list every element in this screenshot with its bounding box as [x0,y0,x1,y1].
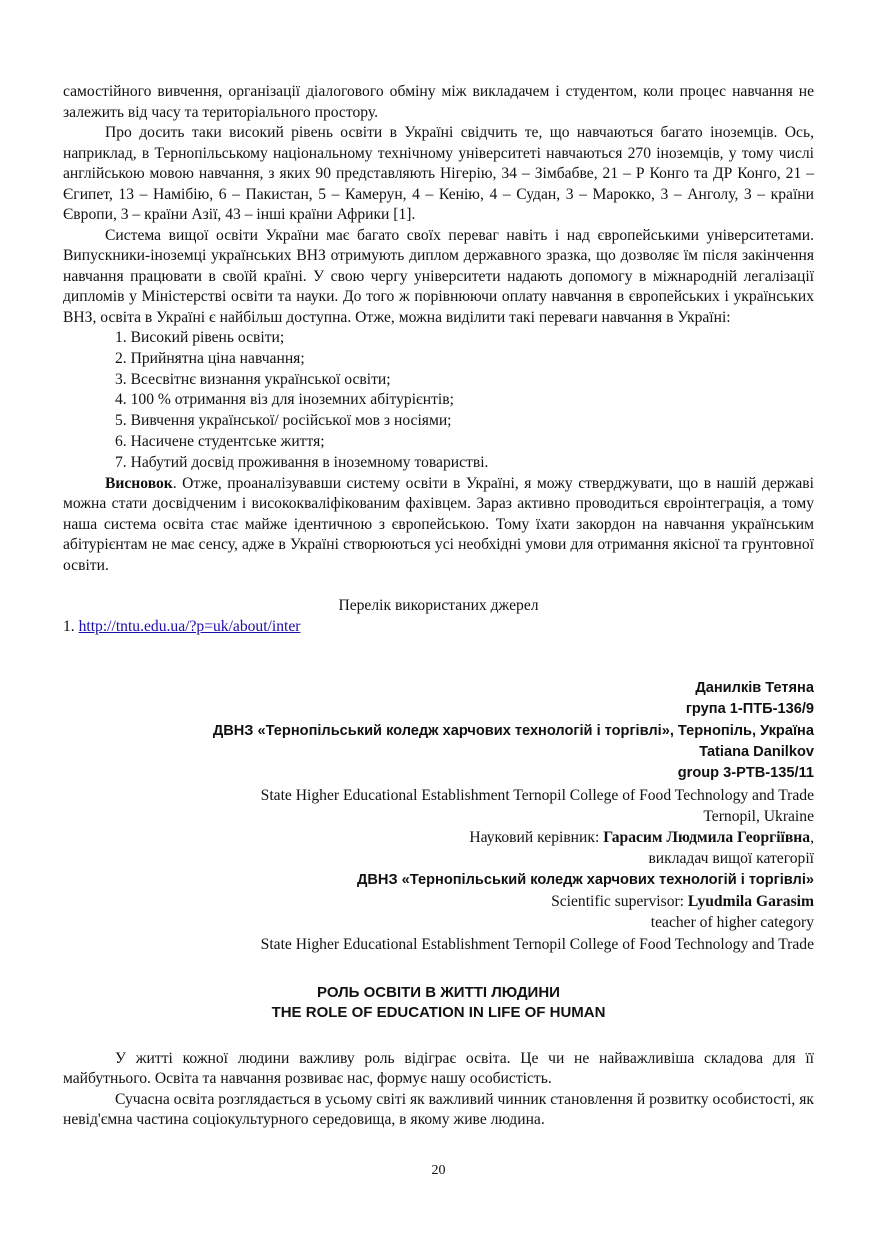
references-title: Перелік використаних джерел [338,597,539,615]
list-item: 7. Набутий досвід проживання в іноземному товаристві. [115,453,489,471]
paragraph-foreign-students: Про досить таки високий рівень освіти в Україні свідчить те, що навчаються багато іноземців. Ось, наприклад, в Тернопільському національному технічному університеті навчаються 270 іноземців, у тому числі англійською мовою навчання, з яких 90 представляють Нігерію, 34 – Зімбабве, 21 – Р Конго та ДР Конго, 21 – Єгипет, 13 – Намібію, 6 – Пакистан, 5 – Камерун, 4 – Кенію, 4 – Судан, 3 – Марокко, 3 – Анголу, 3 – країни Європи, 3 – країни Азії, 43 – інші країни Африки [1]. [63,124,814,223]
supervisor-name-ua: Гарасим Людмила Георгіївна [603,829,811,847]
list-item: 4. 100 % отримання віз для іноземних абітурієнтів; [115,391,454,409]
paragraph-continuation: самостійного вивчення, організації діалогового обміну між викладачем і студентом, коли процес навчання не залежить від часу та територіального простору. [63,83,814,121]
list-item: 3. Всесвітнє визнання української освіти; [115,370,391,388]
supervisor-comma: , [810,829,814,847]
supervisor-en [63,891,814,912]
article-body [63,1049,814,1131]
supervisor-label-ua: Науковий керівник: [469,829,604,847]
author-group-ua: група 1-ПТБ-136/9 [685,701,814,718]
list-item: 1. Високий рівень освіти; [115,329,285,346]
article-title [63,983,814,1023]
reference-link[interactable]: http://tntu.edu.ua/?p=uk/about/inter [78,617,301,635]
article-paragraph: У житті кожної людини важливу роль відіграє освіта. Це чи не найважливіша складова для її майбутнього. Освіта та навчання розвиває нас, формує нашу особистість. [63,1049,814,1088]
list-item: 5. Вивчення української/ російської мов з носіями; [115,412,452,430]
page-number: 20 [431,1163,446,1178]
article-title-en: THE ROLE OF EDUCATION IN LIFE OF HUMAN [271,1003,606,1021]
author-institution-ua: ДВНЗ «Тернопільський коледж харчових технологій і торгівлі», Тернопіль, Україна [212,722,814,739]
supervisor-name-en: Lyudmila Garasim [687,893,814,911]
author-block [63,678,814,955]
author-institution-en: State Higher Educational Establishment Ternopil College of Food Technology and Trade [260,786,814,804]
list-item: 2. Прийнятна ціна навчання; [115,349,305,367]
conclusion-text: . Отже, проаналізувавши систему освіти в Україні, я можу стверджувати, що в нашій державі можна стати досвідченим і висококваліфікованим фахівцем. Зараз активно проводиться євроінтеграція, а тому наша система освіта стає майже ідентичною з європейською. Тому їхати закордон на навчання українським абітурієнтам не має сенсу, адже в Україні створюються усі необхідні умови для отримання якісної та грунтовної освіти. [63,474,814,574]
author-name-ua: Данилків Тетяна [695,680,814,697]
conclusion-label: Висновок [105,474,173,492]
conclusion-paragraph [63,474,814,577]
supervisor-ua [63,827,814,848]
reference-item [63,617,814,638]
supervisor-title-ua: викладач вищої категорії [648,850,814,868]
supervisor-institution-en: State Higher Educational Establishment Ternopil College of Food Technology and Trade [260,935,814,953]
author-location-en: Ternopil, Ukraine [703,807,814,825]
paragraph-higher-education-system: Система вищої освіти України має багато своїх переваг навіть і над європейськими університетами. Випускники-іноземці українських ВНЗ отримують диплом державного зразка, що дозволяє їм після закінчення навчання працювати в своїй країні. У свою чергу університети надають допомогу в міжнародній легалізації дипломів у Міністерстві освіти та науки. До того ж порівнюючи оплату навчання в європейських і українських ВНЗ, освіта в Україні є найбільш доступна. Отже, можна виділити такі переваги навчання в Україні: [63,226,814,326]
reference-number: 1. [63,617,79,635]
advantages-list [63,328,814,474]
supervisor-title-en: teacher of higher category [650,914,814,932]
article-paragraph: Сучасна освіта розглядається в усьому світі як важливий чинник становлення й розвитку особистості, як невід'ємна частина соціокультурного середовища, в якому живе людина. [63,1090,814,1129]
article-title-ua: РОЛЬ ОСВІТИ В ЖИТТІ ЛЮДИНИ [317,983,560,1001]
supervisor-institution-ua: ДВНЗ «Тернопільський коледж харчових технологій і торгівлі» [357,871,814,888]
list-item: 6. Насичене студентське життя; [115,432,325,450]
supervisor-label-en: Scientific supervisor: [551,893,688,911]
document-page [63,82,814,1131]
author-group-en: group 3-PTB-135/11 [677,765,814,782]
author-name-en: Tatiana Danilkov [699,743,814,760]
